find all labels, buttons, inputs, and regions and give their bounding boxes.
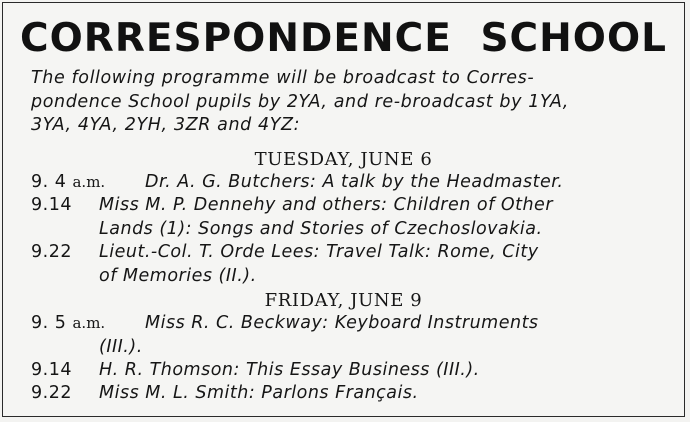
entry-time: 9.22: [31, 242, 72, 262]
intro-line: The following programme will be broadcast to Corres-: [31, 68, 535, 88]
entry-text-continued: (III.).: [99, 336, 143, 357]
intro-line: pondence School pupils by 2YA, and re-broadcast by 1YA,: [31, 91, 569, 112]
entry-time: 9. 4 a.m.: [31, 172, 106, 192]
intro-line: 3YA, 4YA, 2YH, 3ZR and 4YZ:: [31, 115, 301, 135]
entry-text: Miss M. P. Dennehy and others: Children of Other Lands (1): Songs and Stories of Czechoslovakia.: [99, 195, 554, 239]
day-heading-friday: FRIDAY, JUNE 9: [264, 290, 423, 311]
intro-paragraph: [31, 67, 671, 138]
entry-text: Dr. A. G. Butchers: A talk by the Headmaster.: [145, 172, 564, 192]
day-heading-tuesday: TUESDAY, JUNE 6: [254, 149, 433, 170]
entry-text: Miss R. C. Beckway: Keyboard Instruments: [145, 313, 539, 333]
entry-text: H. R. Thomson: This Essay Business (III.).: [99, 360, 480, 380]
entry-time: 9.22: [31, 383, 72, 403]
entry-time: 9.14: [31, 360, 72, 380]
entry-time: 9. 5 a.m.: [31, 313, 106, 333]
page-title: CORRESPONDENCE SCHOOL: [20, 16, 667, 61]
entry-text: Miss M. L. Smith: Parlons Français.: [99, 383, 419, 403]
entry-time: 9.14: [31, 195, 72, 215]
entry-text: Lieut.-Col. T. Orde Lees: Travel Talk: Rome, City of Memories (II.).: [99, 242, 539, 286]
notice-box: [2, 2, 685, 417]
